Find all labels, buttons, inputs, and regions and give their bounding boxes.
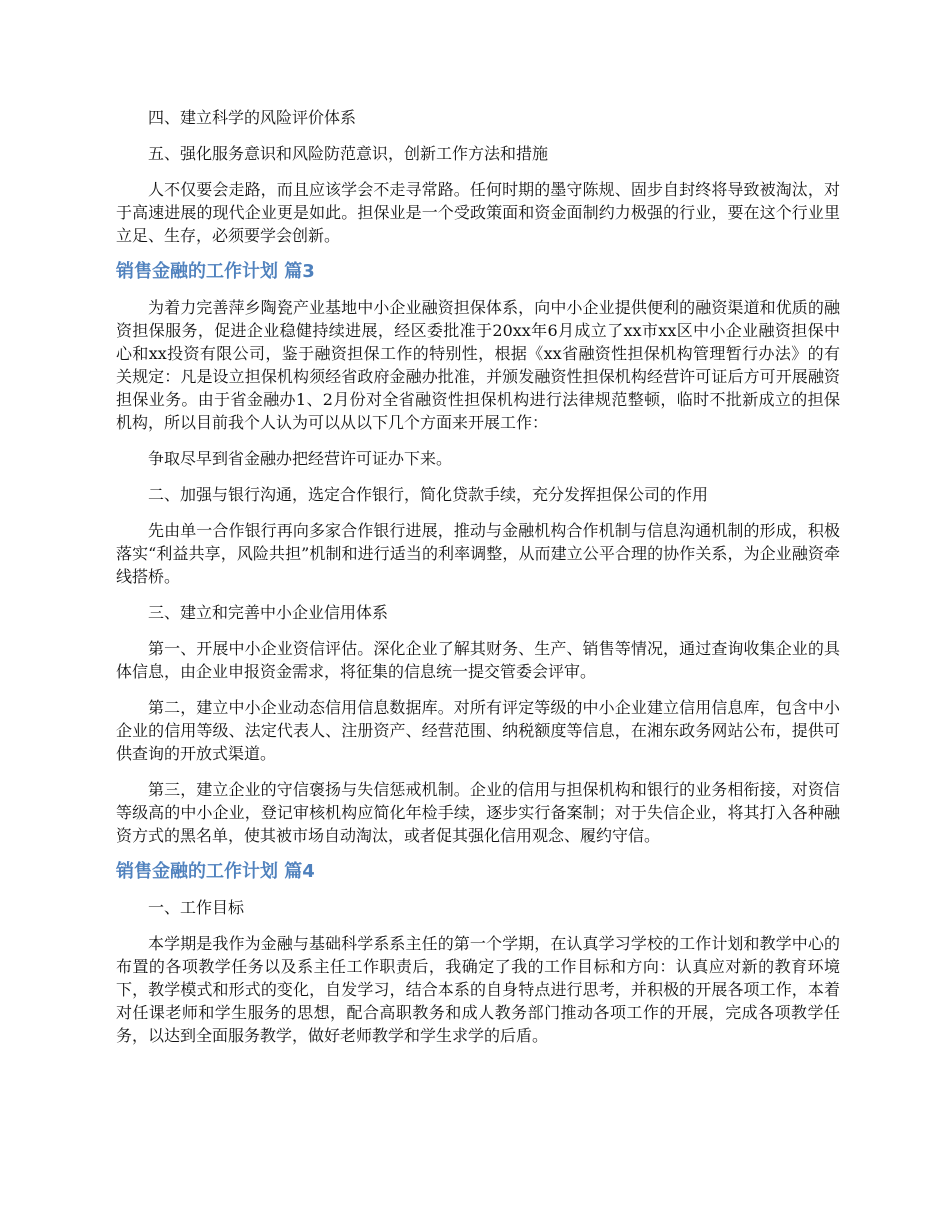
paragraph: 本学期是我作为金融与基础科学系系主任的第一个学期，在认真学习学校的工作计划和教学中心的布置的各项教学任务以及系主任工作职责后，我确定了我的工作目标和方向：认真应对新的教育环境下，教学模式和形式的变化，自发学习，结合本系的自身特点进行思考，并积极的开展各项工作，本着对任课老师和学生服务的思想，配合高职教务和成人教务部门推动各项工作的开展，完成各项教学任务，以达到全面服务教学，做好老师教学和学生求学的后盾。 [116, 934, 840, 1045]
paragraph: 四、建立科学的风险评价体系 [148, 108, 357, 127]
paragraph: 三、建立和完善中小企业信用体系 [148, 603, 389, 622]
section-heading-3: 销售金融的工作计划 篇3 [116, 261, 315, 282]
paragraph: 先由单一合作银行再向多家合作银行进展，推动与金融机构合作机制与信息沟通机制的形成，积极落实“利益共享，风险共担”机制和进行适当的利率调整，从而建立公平合理的协作关系，为企业融资牵线搭桥。 [116, 521, 840, 586]
paragraph: 第一、开展中小企业资信评估。深化企业了解其财务、生产、销售等情况，通过查询收集企业的具体信息，由企业申报资金需求，将征集的信息统一提交管委会评审。 [116, 639, 840, 681]
paragraph: 五、强化服务意识和风险防范意识，创新工作方法和措施 [148, 144, 549, 163]
section-heading-4: 销售金融的工作计划 篇4 [116, 861, 315, 882]
paragraph: 第三，建立企业的守信褒扬与失信惩戒机制。企业的信用与担保机构和银行的业务相衔接，对资信等级高的中小企业，登记审核机构应简化年检手续，逐步实行备案制；对于失信企业，将其打入各种融资方式的黑名单，使其被市场自动淘汰，或者促其强化信用观念、履约守信。 [116, 780, 840, 845]
paragraph: 二、加强与银行沟通，选定合作银行，简化贷款手续，充分发挥担保公司的作用 [148, 485, 709, 504]
paragraph: 人不仅要会走路，而且应该学会不走寻常路。任何时期的墨守陈规、固步自封终将导致被淘汰，对于高速进展的现代企业更是如此。担保业是一个受政策面和资金面制约力极强的行业，要在这个行业里立足、生存，必须要学会创新。 [116, 180, 840, 245]
document-page [116, 106, 840, 1060]
paragraph: 为着力完善萍乡陶瓷产业基地中小企业融资担保体系，向中小企业提供便利的融资渠道和优质的融资担保服务，促进企业稳健持续进展，经区委批准于20xx年6月成立了xx市xx区中小企业融资担保中心和xx投资有限公司，鉴于融资担保工作的特别性，根据《xx省融资性担保机构管理暂行办法》的有关规定：凡是设立担保机构须经省政府金融办批准，并颁发融资性担保机构经营许可证后方可开展融资担保业务。由于省金融办1、2月份对全省融资性担保机构进行法律规范整顿，临时不批新成立的担保机构，所以目前我个人认为可以从以下几个方面来开展工作： [116, 298, 840, 432]
paragraph: 一、工作目标 [148, 898, 245, 917]
paragraph: 第二，建立中小企业动态信用信息数据库。对所有评定等级的中小企业建立信用信息库，包含中小企业的信用等级、法定代表人、注册资产、经营范围、纳税额度等信息，在湘东政务网站公布，提供可供查询的开放式渠道。 [116, 698, 840, 763]
paragraph: 争取尽早到省金融办把经营许可证办下来。 [148, 449, 453, 468]
